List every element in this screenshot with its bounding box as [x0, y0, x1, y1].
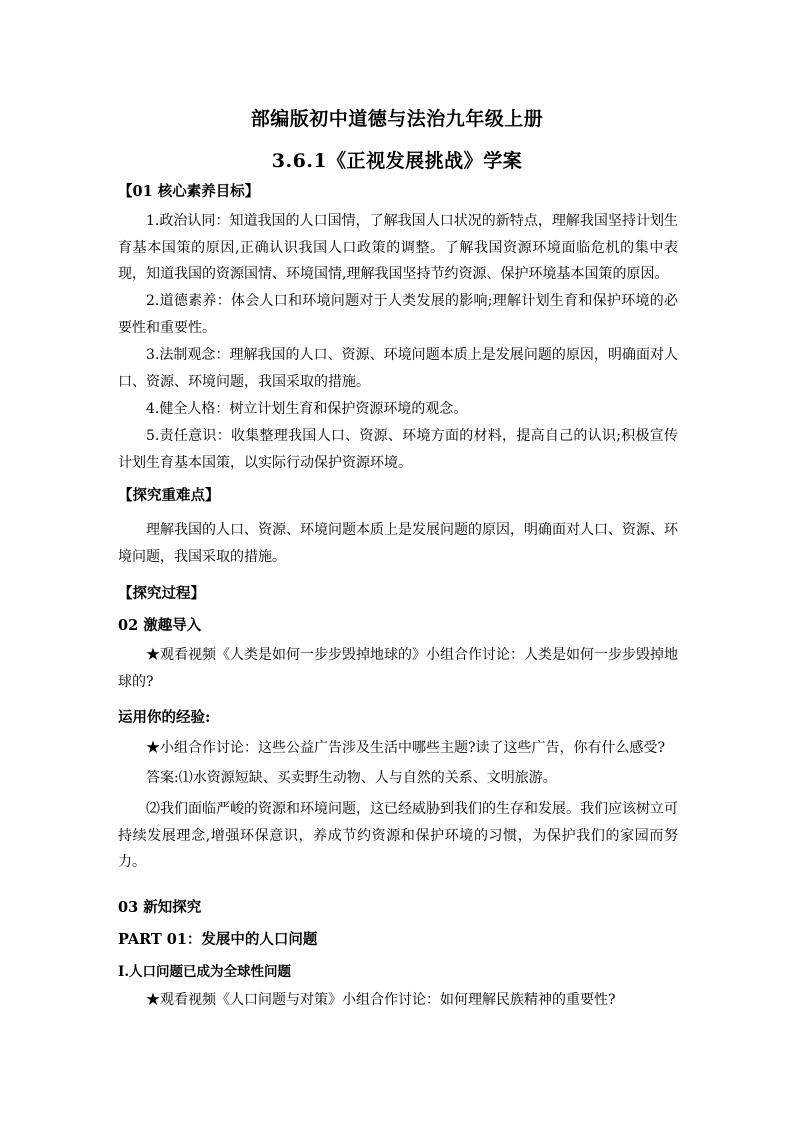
goal-item-5: 5.责任意识：收集整理我国人口、资源、环境方面的材料，提高自己的认识;积极宣传计划生育基本国策，以实际行动保护资源环境。: [118, 428, 678, 471]
goal-item-3: 3.法制观念：理解我国的人口、资源、环境问题本质上是发展问题的原因，明确面对人口、资源、环境问题，我国采取的措施。: [118, 347, 678, 390]
section-heading-process: 【探究过程】: [118, 585, 205, 602]
experience-question: ★小组合作讨论：这些公益广告涉及生活中哪些主题?读了这些广告，你有什么感受?: [146, 740, 666, 756]
subheading-intro: 02 激趣导入: [118, 617, 202, 634]
document-title: 部编版初中道德与法治九年级上册: [250, 108, 544, 130]
goal-item-1: 1.政治认同：知道我国的人口国情，了解我国人口状况的新特点，理解我国坚持计划生育基本国策的原因,正确认识我国人口政策的调整。了解我国资源环境面临危机的集中表现，知道我国的资源国情、环境国情,理解我国坚持节约资源、保护环境基本国策的原因。: [118, 213, 678, 282]
document-subtitle: 3.6.1《正视发展挑战》学案: [271, 150, 523, 172]
goal-item-4: 4.健全人格：树立计划生育和保护资源环境的观念。: [146, 401, 468, 417]
subheading-experience: 运用你的经验:: [118, 709, 211, 726]
point-heading: Ⅰ.人口问题已成为全球性问题: [118, 964, 292, 980]
intro-text: ★观看视频《人类是如何一步步毁掉地球的》小组合作讨论：人类是如何一步步毁掉地球的?: [118, 647, 678, 690]
section-heading-goals: 【01 核心素养目标】: [118, 183, 260, 200]
key-points-text: 理解我国的人口、资源、环境问题本质上是发展问题的原因，明确面对人口、资源、环境问题，我国采取的措施。: [118, 522, 678, 565]
experience-answer-2: ⑵我们面临严峻的资源和环境问题，这已经威胁到我们的生存和发展。我们应该树立可持续发展理念,增强环保意识，养成节约资源和保护环境的习惯，为保护我们的家园而努力。: [118, 801, 678, 870]
experience-answer-1: 答案:⑴水资源短缺、买卖野生动物、人与自然的关系、文明旅游。: [146, 770, 557, 786]
part-heading: PART 01：发展中的人口问题: [118, 931, 318, 948]
goal-item-2: 2.道德素养：体会人口和环境问题对于人类发展的影响;理解计划生育和保护环境的必要性和重要性。: [118, 293, 678, 336]
new-knowledge-text: ★观看视频《人口问题与对策》小组合作讨论：如何理解民族精神的重要性?: [146, 992, 616, 1008]
subheading-new-knowledge: 03 新知探究: [118, 899, 202, 916]
section-heading-key-points: 【探究重难点】: [118, 487, 220, 504]
